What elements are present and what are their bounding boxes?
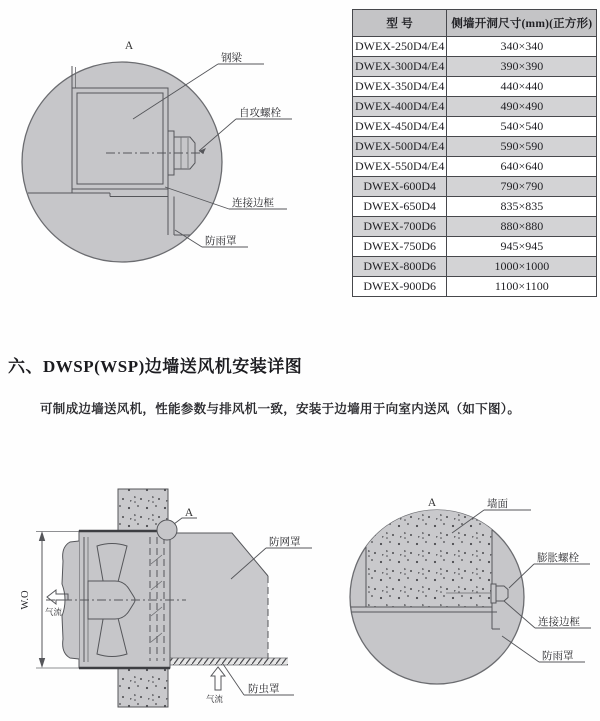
supply-fan-section-diagram xyxy=(20,489,312,707)
opening-size-column-header: 侧墙开洞尺寸(mm)(正方形) xyxy=(447,10,597,37)
detail-marker-a2: A xyxy=(427,497,437,509)
svg-text:膨胀螺栓: 膨胀螺栓 xyxy=(537,553,579,564)
size-cell: 1100×1100 xyxy=(447,277,597,297)
model-cell: DWEX-800D6 xyxy=(353,257,447,277)
svg-text:防雨罩: 防雨罩 xyxy=(205,236,237,247)
size-cell: 590×590 xyxy=(447,137,597,157)
svg-text:防网罩: 防网罩 xyxy=(269,537,301,548)
table-row xyxy=(353,57,597,77)
model-cell: DWEX-600D4 xyxy=(353,177,447,197)
svg-text:连接边框: 连接边框 xyxy=(538,617,580,628)
size-cell: 540×540 xyxy=(447,117,597,137)
size-cell: 1000×1000 xyxy=(447,257,597,277)
dimension-wo-text: W.O xyxy=(20,590,31,610)
detail-a-bottom-diagram xyxy=(348,497,591,684)
size-cell: 340×340 xyxy=(447,37,597,57)
detail-marker-a: A xyxy=(124,40,134,52)
svg-text:墙面: 墙面 xyxy=(487,499,508,510)
svg-text:自攻螺栓: 自攻螺栓 xyxy=(239,108,281,119)
airflow-bottom xyxy=(206,667,225,704)
table-row xyxy=(353,257,597,277)
size-cell: 640×640 xyxy=(447,157,597,177)
model-cell: DWEX-750D6 xyxy=(353,237,447,257)
size-cell: 835×835 xyxy=(447,197,597,217)
model-cell: DWEX-300D4/E4 xyxy=(353,57,447,77)
svg-text:气流: 气流 xyxy=(45,607,63,617)
svg-text:钢梁: 钢梁 xyxy=(221,53,242,64)
rain-cover-label-2 xyxy=(502,636,585,662)
table-row xyxy=(353,157,597,177)
table-row xyxy=(353,117,597,137)
table-row xyxy=(353,237,597,257)
detail-a-marker-circle xyxy=(157,520,177,540)
model-cell: DWEX-450D4/E4 xyxy=(353,117,447,137)
detail-a-marker-label xyxy=(174,507,197,524)
table-row xyxy=(353,277,597,297)
model-cell: DWEX-700D6 xyxy=(353,217,447,237)
section-body-text: 可制成边墙送风机，性能参数与排风机一致，安装于边墙用于向室内送风（如下图）。 xyxy=(40,402,521,416)
table-row xyxy=(353,97,597,117)
size-cell: 490×490 xyxy=(447,97,597,117)
spec-table xyxy=(352,9,597,297)
model-cell: DWEX-650D4 xyxy=(353,197,447,217)
insect-cover-label xyxy=(223,664,294,695)
table-row xyxy=(353,77,597,97)
model-cell: DWEX-250D4/E4 xyxy=(353,37,447,57)
wall-lower xyxy=(118,667,168,707)
size-cell: 390×390 xyxy=(447,57,597,77)
svg-text:防虫罩: 防虫罩 xyxy=(248,684,280,695)
model-cell: DWEX-900D6 xyxy=(353,277,447,297)
section-heading: 六、DWSP(WSP)边墙送风机安装详图 xyxy=(8,357,303,376)
svg-text:A: A xyxy=(184,507,194,519)
size-cell: 880×880 xyxy=(447,217,597,237)
net-cover-hood xyxy=(170,533,268,658)
model-cell: DWEX-350D4/E4 xyxy=(353,77,447,97)
size-cell: 945×945 xyxy=(447,237,597,257)
model-cell: DWEX-400D4/E4 xyxy=(353,97,447,117)
table-row xyxy=(353,37,597,57)
table-row xyxy=(353,217,597,237)
size-cell: 790×790 xyxy=(447,177,597,197)
model-column-header: 型 号 xyxy=(353,10,447,37)
svg-text:气流: 气流 xyxy=(206,694,224,704)
svg-text:连接边框: 连接边框 xyxy=(232,198,274,209)
detail-a-top-diagram xyxy=(22,40,292,262)
table-row xyxy=(353,177,597,197)
spec-table-body xyxy=(353,37,597,297)
model-cell: DWEX-500D4/E4 xyxy=(353,137,447,157)
model-cell: DWEX-550D4/E4 xyxy=(353,157,447,177)
size-cell: 440×440 xyxy=(447,77,597,97)
spec-table-header-row xyxy=(353,10,597,37)
table-row xyxy=(353,137,597,157)
table-row xyxy=(353,197,597,217)
insect-screen-strip xyxy=(158,658,288,665)
svg-text:防雨罩: 防雨罩 xyxy=(542,651,574,662)
